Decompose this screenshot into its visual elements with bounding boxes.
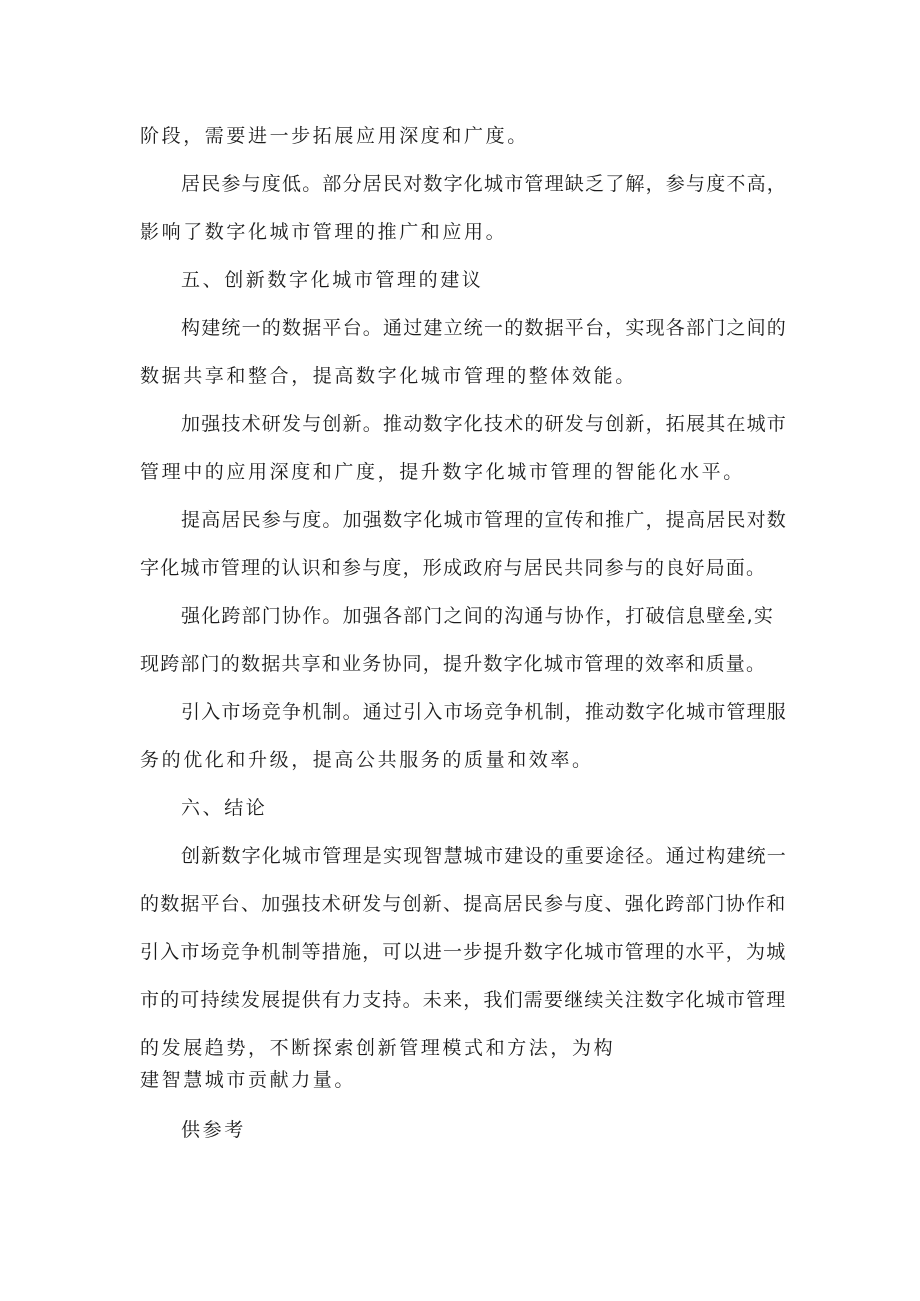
paragraph-line: 居民参与度低。部分居民对数字化城市管理缺乏了解，参与度不高， xyxy=(181,173,788,195)
paragraph-line: 建智慧城市贡献力量。 xyxy=(140,1069,357,1091)
paragraph-line: 管理中的应用深度和广度，提升数字化城市管理的智能化水平。 xyxy=(140,461,745,483)
paragraph-line: 务的优化和升级，提高公共服务的质量和效率。 xyxy=(140,749,594,771)
paragraph-line: 现跨部门的数据共享和业务协同，提升数字化城市管理的效率和质量。 xyxy=(140,653,767,675)
paragraph-line: 引入市场竞争机制等措施，可以进一步提升数字化城市管理的水平，为城 xyxy=(140,941,787,963)
paragraph-line: 市的可持续发展提供有力支持。未来，我们需要继续关注数字化城市管理 xyxy=(140,989,787,1011)
paragraph-line: 字化城市管理的认识和参与度，形成政府与居民共同参与的良好局面。 xyxy=(140,557,767,579)
section-heading: 五、创新数字化城市管理的建议 xyxy=(181,269,484,291)
paragraph-line: 加强技术研发与创新。推动数字化技术的研发与创新，拓展其在城市 xyxy=(181,413,788,435)
section-heading: 六、结论 xyxy=(181,797,268,819)
paragraph-line: 阶段，需要进一步拓展应用深度和广度。 xyxy=(140,125,529,147)
paragraph-line: 构建统一的数据平台。通过建立统一的数据平台，实现各部门之间的 xyxy=(181,317,788,339)
paragraph-line: 引入市场竞争机制。通过引入市场竞争机制，推动数字化城市管理服 xyxy=(181,701,788,723)
paragraph-line: 影响了数字化城市管理的推广和应用。 xyxy=(140,221,508,243)
paragraph-line: 的发展趋势，不断探索创新管理模式和方法，为构 xyxy=(140,1037,616,1059)
paragraph-line: 强化跨部门协作。加强各部门之间的沟通与协作，打破信息壁垒,实 xyxy=(181,605,775,627)
paragraph-line: 创新数字化城市管理是实现智慧城市建设的重要途径。通过构建统一 xyxy=(181,845,788,867)
paragraph-line: 提高居民参与度。加强数字化城市管理的宣传和推广，提高居民对数 xyxy=(181,509,788,531)
paragraph-line: 的数据平台、加强技术研发与创新、提高居民参与度、强化跨部门协作和 xyxy=(140,893,787,915)
closing-note: 供参考 xyxy=(181,1119,246,1141)
paragraph-line: 数据共享和整合，提高数字化城市管理的整体效能。 xyxy=(140,365,637,387)
